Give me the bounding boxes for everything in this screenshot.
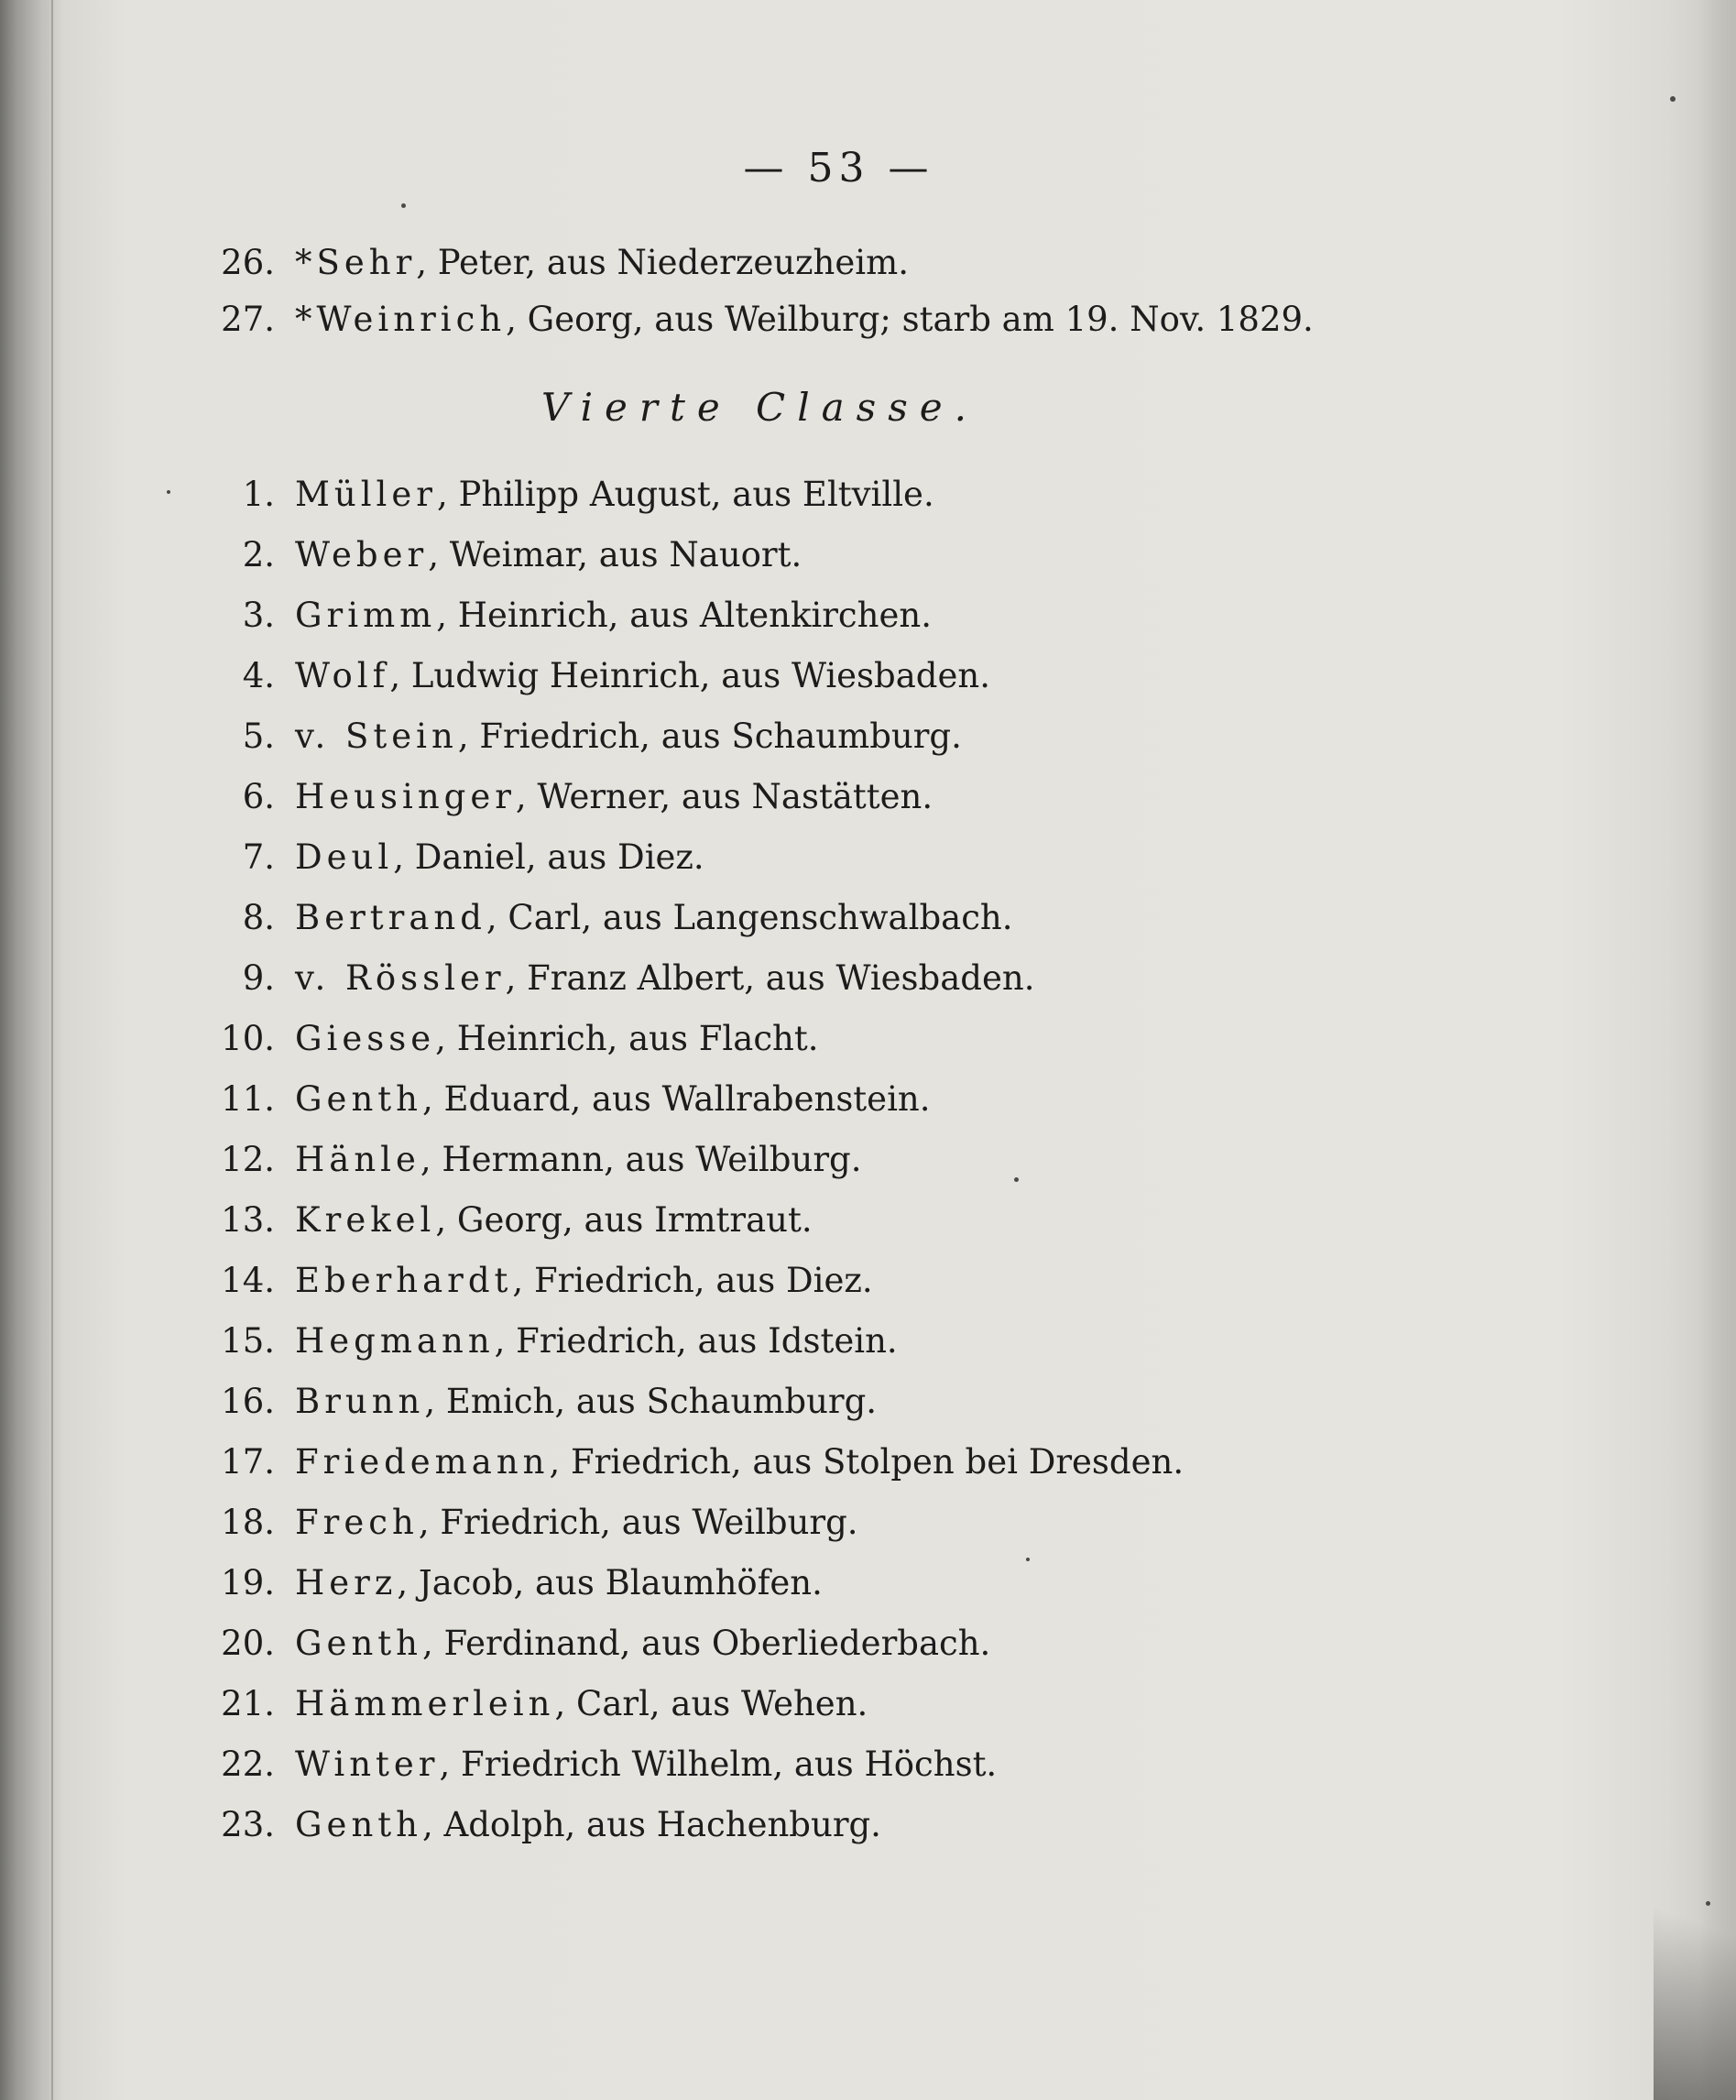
entry-number: 9. (242, 958, 275, 998)
list-item (191, 898, 1013, 938)
list-item (191, 535, 802, 575)
entry-number: 23. (221, 1805, 275, 1844)
scan-speck (401, 203, 406, 208)
entry-surname: Grimm (295, 596, 437, 635)
list-item (191, 1684, 868, 1724)
entry-details: , Georg, aus Weilburg; starb am 19. Nov. 1829. (506, 300, 1314, 339)
entry-details: , Friedrich, aus Diez. (512, 1261, 873, 1300)
entry-details: , Eduard, aus Wallrabenstein. (421, 1079, 931, 1119)
list-item (191, 243, 909, 283)
entry-surname: Friedemann (295, 1442, 550, 1482)
entry-surname: Winter (295, 1745, 440, 1784)
list-item (191, 1382, 877, 1422)
entry-number: 27. (221, 300, 275, 339)
list-item (191, 1624, 990, 1664)
list-item (191, 300, 1314, 340)
entry-details: , Ferdinand, aus Oberliederbach. (421, 1624, 991, 1663)
entry-details: , Friedrich, aus Stolpen bei Dresden. (549, 1442, 1185, 1482)
entry-details: , Peter, aus Niederzeuzheim. (416, 243, 909, 282)
list-item (191, 777, 933, 817)
entry-details: , Georg, aus Irmtraut. (435, 1200, 813, 1240)
entry-number: 10. (221, 1019, 275, 1058)
list-item (191, 1563, 823, 1603)
entry-surname: *Weinrich (295, 300, 507, 339)
list-item (191, 1442, 1184, 1482)
entry-number: 11. (221, 1079, 275, 1119)
entry-details: , Jacob, aus Blaumhöfen. (397, 1563, 823, 1602)
entry-surname: Giesse (295, 1019, 436, 1058)
entry-surname: Hänle (295, 1140, 420, 1179)
entry-details: , Daniel, aus Diez. (393, 837, 704, 877)
entry-number: 14. (221, 1261, 275, 1300)
entry-surname: Bertrand (295, 898, 486, 937)
list-item (191, 1261, 873, 1301)
entry-details: , Heinrich, aus Altenkirchen. (436, 596, 932, 635)
entry-surname: *Sehr (295, 243, 417, 282)
list-item (191, 716, 962, 757)
entry-surname: Krekel (295, 1200, 436, 1240)
entry-number: 8. (242, 898, 275, 937)
entry-number: 1. (242, 475, 275, 514)
entry-surname: Heusinger (295, 777, 516, 816)
entry-number: 12. (221, 1140, 275, 1179)
page-corner-shadow (1654, 1807, 1736, 2100)
entry-surname: Eberhardt (295, 1261, 513, 1300)
entry-details: , Werner, aus Nastätten. (515, 777, 934, 816)
entry-details: , Carl, aus Wehen. (554, 1684, 868, 1723)
entry-number: 17. (221, 1442, 275, 1482)
entry-details: , Adolph, aus Hachenburg. (421, 1805, 881, 1844)
entry-surname: Frech (295, 1503, 419, 1542)
list-item (191, 1140, 861, 1180)
list-item (191, 1019, 819, 1059)
entry-number: 21. (221, 1684, 275, 1723)
entry-number: 20. (221, 1624, 275, 1663)
entry-surname: v. Stein (295, 716, 458, 756)
entry-details: , Philipp August, aus Eltville. (436, 475, 934, 514)
entry-surname: Genth (295, 1079, 422, 1119)
entry-number: 4. (242, 656, 275, 695)
list-item (191, 1321, 898, 1362)
entry-details: , Heinrich, aus Flacht. (435, 1019, 819, 1058)
entry-number: 16. (221, 1382, 275, 1421)
entry-number: 15. (221, 1321, 275, 1361)
section-heading: Vierte Classe. (541, 385, 978, 430)
list-item (191, 1079, 931, 1120)
list-item (191, 958, 1034, 999)
entry-details: , Ludwig Heinrich, aus Wiesbaden. (389, 656, 990, 695)
entry-number: 3. (242, 596, 275, 635)
list-item (191, 656, 990, 696)
entry-number: 13. (221, 1200, 275, 1240)
list-item (191, 1200, 813, 1241)
entry-details: , Franz Albert, aus Wiesbaden. (505, 958, 1035, 998)
entry-details: , Friedrich Wilhelm, aus Höchst. (439, 1745, 998, 1784)
entry-details: , Friedrich, aus Weilburg. (418, 1503, 858, 1542)
entry-number: 6. (242, 777, 275, 816)
entry-details: , Hermann, aus Weilburg. (420, 1140, 862, 1179)
list-item (191, 1805, 881, 1845)
entry-surname: Deul (295, 837, 394, 877)
entry-surname: Müller (295, 475, 437, 514)
entry-details: , Carl, aus Langenschwalbach. (486, 898, 1013, 937)
entry-details: , Weimar, aus Nauort. (428, 535, 802, 574)
scan-speck (167, 490, 170, 494)
scan-speck (1670, 96, 1676, 102)
entry-surname: Weber (295, 535, 429, 574)
scan-speck (1026, 1558, 1030, 1561)
page-number: — 53 — (743, 145, 934, 191)
entry-surname: Brunn (295, 1382, 425, 1421)
entry-details: , Emich, aus Schaumburg. (424, 1382, 878, 1421)
entry-number: 18. (221, 1503, 275, 1542)
scan-speck (1014, 1177, 1019, 1182)
entry-surname: Hegmann (295, 1321, 495, 1361)
entry-surname: Genth (295, 1624, 422, 1663)
entry-surname: Genth (295, 1805, 422, 1844)
list-item (191, 475, 934, 515)
entry-number: 19. (221, 1563, 275, 1602)
entry-number: 22. (221, 1745, 275, 1784)
entry-number: 5. (242, 716, 275, 756)
page-edge (1699, 0, 1736, 2100)
entry-details: , Friedrich, aus Idstein. (494, 1321, 898, 1361)
entry-surname: Herz (295, 1563, 398, 1602)
entry-surname: v. Rössler (295, 958, 506, 998)
entry-surname: Wolf (295, 656, 390, 695)
entry-details: , Friedrich, aus Schaumburg. (457, 716, 962, 756)
entry-number: 26. (221, 243, 275, 282)
entry-surname: Hämmerlein (295, 1684, 555, 1723)
list-item (191, 1503, 858, 1543)
gutter-crease (51, 0, 53, 2100)
list-item (191, 1745, 997, 1785)
scan-speck (1706, 1901, 1710, 1906)
list-item (191, 837, 704, 878)
entry-number: 2. (242, 535, 275, 574)
entry-number: 7. (242, 837, 275, 877)
list-item (191, 596, 932, 636)
